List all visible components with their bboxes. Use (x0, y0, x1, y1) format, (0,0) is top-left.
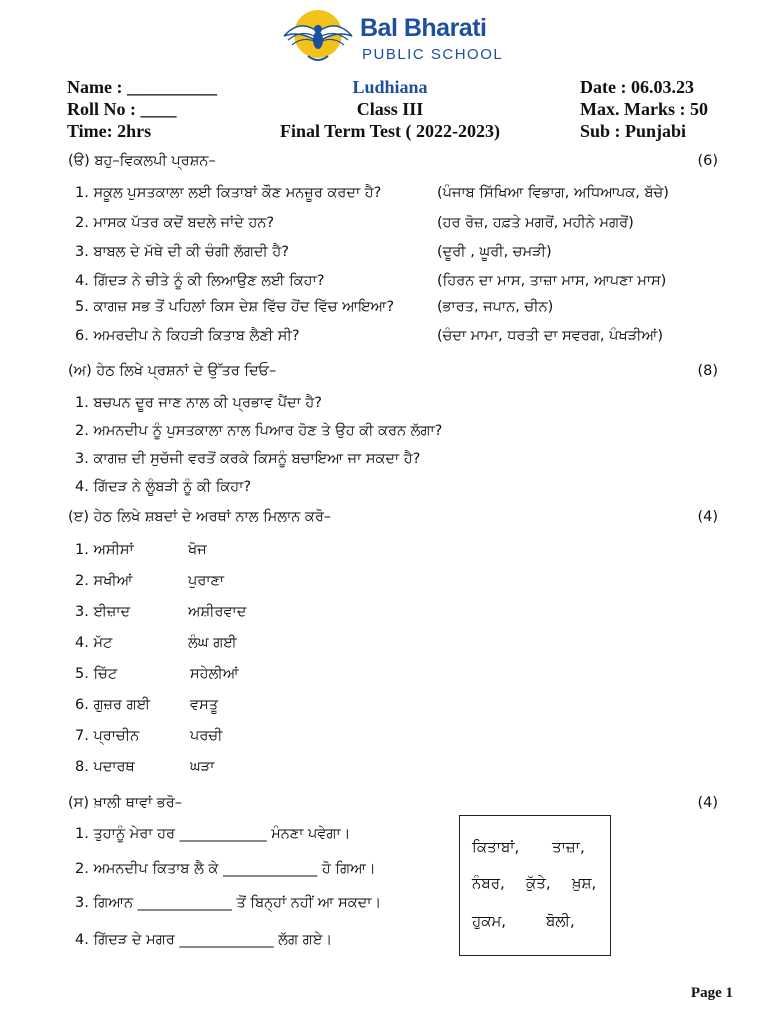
fill-blank-question: 4. ਗਿੱਦੜ ਦੇ ਮਗਰ _____________ ਲੱਗ ਗਏ। (75, 932, 333, 948)
page-number: Page 1 (690, 985, 733, 1001)
match-right-item: ਸਹੇਲੀਆਂ (190, 666, 239, 682)
section-marks: (4) (697, 795, 718, 811)
fill-blank-question: 1. ਤੁਹਾਨੂੰ ਮੇਰਾ ਹਰ ____________ ਮੰਨਣਾ ਪਵੇਗਾ। (75, 826, 351, 842)
section-title: (ਸ) ਖ਼ਾਲੀ ਥਾਵਾਂ ਭਰੋ– (68, 795, 182, 811)
match-left-item: 4. ਮੱਟ (75, 635, 113, 651)
match-right-item: ਲੰਘ ਗਈ (188, 635, 237, 651)
short-question: 2. ਅਮਨਦੀਪ ਨੂੰ ਪੁਸਤਕਾਲਾ ਨਾਲ ਪਿਆਰ ਹੋਣ ਤੇ ਉਹ ਕੀ ਕਰਨ ਲੱਗਾ? (75, 423, 443, 439)
section-d-heading (68, 795, 718, 811)
match-left-item: 7. ਪ੍ਰਾਚੀਨ (75, 728, 140, 744)
match-left-item: 5. ਚਿੱਟ (75, 666, 118, 682)
word-bank-word: ਹੁਕਮ, (472, 912, 507, 930)
section-c-heading (68, 509, 718, 525)
word-bank-word: ਨੰਬਰ, (472, 874, 505, 892)
mcq-question: 4. ਗਿੱਦੜ ਨੇ ਚੀਤੇ ਨੂੰ ਕੀ ਲਿਆਉਣ ਲਈ ਕਿਹਾ? (75, 273, 325, 289)
match-right-item: ਅਸ਼ੀਰਵਾਦ (188, 604, 247, 620)
fill-blank-question: 2. ਅਮਨਦੀਪ ਕਿਤਾਬ ਲੈ ਕੇ _____________ ਹੋ ਗਿਆ। (75, 861, 376, 877)
mcq-options: (ਪੰਜਾਬ ਸਿੱਖਿਆ ਵਿਭਾਗ, ਅਧਿਆਪਕ, ਬੱਚੇ) (437, 185, 669, 201)
mcq-options: (ਦੂਰੀ , ਘੂਰੀ, ਚਮੜੀ) (437, 244, 552, 260)
school-logo (278, 8, 518, 70)
exam-meta (580, 76, 708, 142)
short-question: 1. ਬਚਪਨ ਦੂਰ ਜਾਣ ਨਾਲ ਕੀ ਪ੍ਰਭਾਵ ਪੈਂਦਾ ਹੈ? (75, 395, 323, 411)
match-left-item: 1. ਅਸੀਸਾਂ (75, 542, 134, 558)
mcq-options: (ਹਰ ਰੋਜ਼, ਹਫ਼ਤੇ ਮਗਰੋਂ, ਮਹੀਨੇ ਮਗਰੋਂ) (437, 215, 634, 231)
section-b-heading (68, 363, 718, 379)
test-title: Final Term Test ( 2022-2023) (279, 121, 500, 141)
section-title: (ਅ) ਹੇਠ ਲਿਖੇ ਪ੍ਰਸ਼ਨਾਂ ਦੇ ਉੱਤਰ ਦਿਓ– (68, 363, 277, 379)
mcq-options: (ਭਾਰਤ, ਜਪਾਨ, ਚੀਨ) (437, 299, 554, 315)
student-info (67, 76, 217, 142)
match-left-item: 2. ਸਖੀਆਂ (75, 573, 133, 589)
class-label: Class III (356, 99, 424, 119)
school-name: Bal Bharati (360, 14, 487, 42)
mcq-question: 6. ਅਮਰਦੀਪ ਨੇ ਕਿਹੜੀ ਕਿਤਾਬ ਲੈਣੀ ਸੀ? (75, 328, 300, 344)
mcq-options: (ਹਿਰਨ ਦਾ ਮਾਸ, ਤਾਜ਼ਾ ਮਾਸ, ਆਪਣਾ ਮਾਸ) (437, 273, 667, 289)
subject-field: Sub : Punjabi (580, 121, 687, 141)
mcq-options: (ਚੰਦਾ ਮਾਮਾ, ਧਰਤੀ ਦਾ ਸਵਰਗ, ਪੰਖੜੀਆਂ) (437, 328, 664, 344)
section-a-heading (68, 153, 718, 169)
section-title: (ੳ) ਬਹੁ–ਵਿਕਲਪੀ ਪ੍ਰਸ਼ਨ– (68, 153, 216, 169)
short-question: 3. ਕਾਗਜ਼ ਦੀ ਸੁਚੱਜੀ ਵਰਤੋਂ ਕਰਕੇ ਕਿਸਨੂੰ ਬਚਾਇਆ ਜਾ ਸਕਦਾ ਹੈ? (75, 451, 421, 467)
section-title: (ੲ) ਹੇਠ ਲਿਖੇ ਸ਼ਬਦਾਂ ਦੇ ਅਰਥਾਂ ਨਾਲ ਮਿਲਾਨ ਕਰੋ– (68, 509, 332, 525)
word-bank-word: ਕਿਤਾਬਾਂ, (472, 838, 520, 856)
school-emblem-icon (278, 8, 358, 70)
exam-info (240, 76, 540, 142)
school-city: Ludhiana (352, 77, 428, 97)
section-marks: (6) (697, 153, 718, 169)
section-marks: (4) (697, 509, 718, 525)
mcq-question: 2. ਮਾਸਕ ਪੱਤਰ ਕਦੋਂ ਬਦਲੇ ਜਾਂਦੇ ਹਨ? (75, 215, 275, 231)
word-bank-word: ਤਾਜ਼ਾ, (552, 838, 585, 856)
word-bank-word: ਖ਼ੁਸ਼, (572, 874, 597, 892)
time-field: Time: 2hrs (67, 121, 152, 141)
mcq-question: 1. ਸਕੂਲ ਪੁਸਤਕਾਲਾ ਲਈ ਕਿਤਾਬਾਂ ਕੌਣ ਮਨਜ਼ੂਰ ਕਰਦਾ ਹੈ? (75, 185, 382, 201)
roll-field: Roll No : ____ (67, 99, 177, 119)
match-left-item: 3. ਈਜ਼ਾਦ (75, 604, 131, 620)
mcq-question: 3. ਬਾਬਲ ਦੇ ਮੱਥੇ ਦੀ ਕੀ ਚੰਗੀ ਲੱਗਦੀ ਹੈ? (75, 244, 289, 260)
word-bank-word: ਕੁੱਤੇ, (526, 874, 551, 892)
match-right-item: ਪਰਚੀ (190, 728, 223, 744)
match-left-item: 8. ਪਦਾਰਥ (75, 759, 135, 775)
mcq-question: 5. ਕਾਗਜ਼ ਸਭ ਤੋਂ ਪਹਿਲਾਂ ਕਿਸ ਦੇਸ਼ ਵਿੱਚ ਹੋਂਦ ਵਿੱਚ ਆਇਆ? (75, 299, 395, 315)
max-marks-field: Max. Marks : 50 (580, 99, 708, 119)
match-left-item: 6. ਗੁਜ਼ਰ ਗਈ (75, 697, 151, 713)
match-right-item: ਖੋਜ (188, 542, 207, 558)
match-right-item: ਵਸਤੂ (190, 697, 219, 713)
short-question: 4. ਗਿੱਦੜ ਨੇ ਲੂੰਬੜੀ ਨੂੰ ਕੀ ਕਿਹਾ? (75, 479, 252, 495)
word-bank-word: ਬੋਲੀ, (546, 912, 575, 930)
date-field: Date : 06.03.23 (580, 77, 694, 97)
name-field: Name : __________ (67, 77, 217, 97)
match-right-item: ਘੜਾ (190, 759, 215, 775)
word-bank-box (459, 815, 611, 956)
fill-blank-question: 3. ਗਿਆਨ _____________ ਤੋਂ ਬਿਨ੍ਹਾਂ ਨਹੀਂ ਆ ਸਕਦਾ। (75, 895, 382, 911)
section-marks: (8) (697, 363, 718, 379)
match-right-item: ਪੁਰਾਣਾ (188, 573, 225, 589)
school-tagline: PUBLIC SCHOOL (362, 46, 504, 63)
